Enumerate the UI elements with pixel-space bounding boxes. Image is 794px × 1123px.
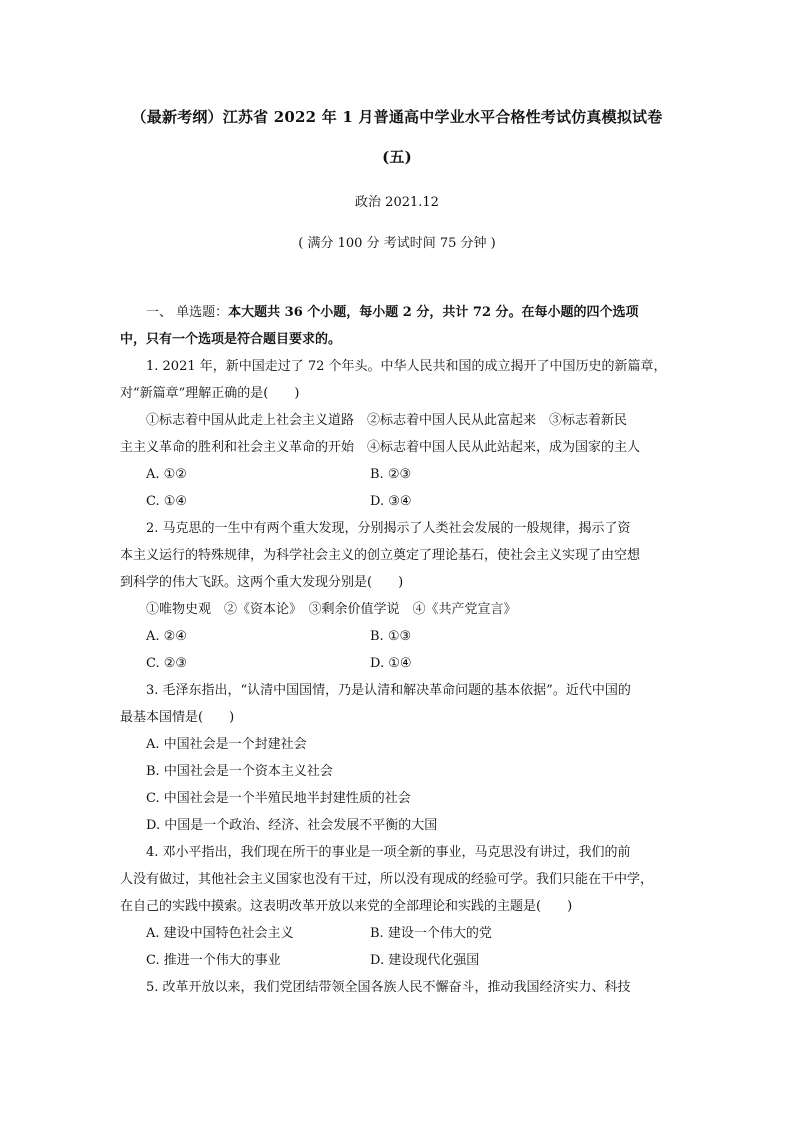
question-line: 1. 2021 年，新中国走过了 72 个年头。中华人民共和国的成立揭开了中国历史的新篇章， [146,359,667,374]
exam-body [120,303,680,1005]
question-line: 对“新篇章”理解正确的是( ) [120,386,300,401]
question-line: 本主义运行的特殊规律，为科学社会主义的创立奠定了理论基石，使社会主义实现了由空想 [120,548,641,563]
option-b[interactable]: B. ②③ [370,467,412,482]
question-line: 最基本国情是( ) [120,710,235,725]
option-a[interactable]: A. ①② [146,467,187,482]
option-c[interactable]: C. ②③ [146,656,188,671]
question-1 [120,357,680,519]
option-d[interactable]: D. ①④ [370,656,412,671]
option-b[interactable]: B. ①③ [370,629,412,644]
option-d[interactable]: D. 建设现代化强国 [370,953,480,968]
option-c[interactable]: C. 推进一个伟大的事业 [146,953,281,968]
exam-title-line2: (五) [382,148,412,166]
option-row [120,492,680,519]
option-a[interactable]: A. 建设中国特色社会主义 [146,926,294,941]
section-intro [120,303,680,330]
question-line: 到科学的伟大飞跃。这两个重大发现分别是( ) [120,575,404,590]
option-row [120,924,680,951]
option-c[interactable]: C. ①④ [146,494,188,509]
question-line: 人没有做过，其他社会主义国家也没有干过，所以没有现成的经验可学。我们只能在干中学， [120,872,654,887]
section-intro-text: 本大题共 36 个小题，每小题 2 分，共计 72 分。在每小题的 [228,305,587,320]
question-3 [120,681,680,843]
question-line: 2. 马克思的一生中有两个重大发现，分别揭示了人类社会发展的一般规律，揭示了资 [146,521,631,536]
option-row [120,627,680,654]
question-line: 5. 改革开放以来，我们党团结带领全国各族人民不懈奋斗，推动我国经济实力、科技 [146,980,631,995]
option-c[interactable]: C. 中国社会是一个半殖民地半封建性质的社会 [146,791,411,806]
question-line: ①标志着中国从此走上社会主义道路 ②标志着中国人民从此富起来 ③标志着新民 [146,413,628,428]
question-line: 主主义革命的胜利和社会主义革命的开始 ④标志着中国人民从此站起来，成为国家的主人 [120,440,641,455]
question-line: ①唯物史观 ②《资本论》 ③剩余价值学说 ④《共产党宣言》 [146,602,517,617]
question-line: 3. 毛泽东指出，“认清中国国情，乃是认清和解决革命问题的基本依据”。近代中国的 [146,683,631,698]
question-line: 在自己的实践中摸索。这表明改革开放以来党的全部理论和实践的主题是( ) [120,899,573,914]
option-a[interactable]: A. 中国社会是一个封建社会 [146,737,307,752]
option-d[interactable]: D. 中国是一个政治、经济、社会发展不平衡的大国 [146,818,438,833]
question-5 [120,978,680,1005]
option-b[interactable]: B. 中国社会是一个资本主义社会 [146,764,333,779]
option-row [120,465,680,492]
question-line: 4. 邓小平指出，我们现在所干的事业是一项全新的事业，马克思没有讲过，我们的前 [146,845,631,860]
option-row [120,951,680,978]
option-b[interactable]: B. 建设一个伟大的党 [370,926,492,941]
section-intro-line2: 中，只有一个选项是符合题目要求的。 [120,332,342,347]
question-2 [120,519,680,681]
section-intro-bold: 四个选项 [586,305,639,320]
option-row [120,654,680,681]
exam-title-line1: （最新考纲）江苏省 2022 年 1 月普通高中学业水平合格性考试仿真模拟试卷 [131,108,663,126]
question-4 [120,843,680,978]
section-prefix: 一、 单选题： [146,305,229,320]
subject-date: 政治 2021.12 [355,195,439,210]
option-a[interactable]: A. ②④ [146,629,187,644]
option-d[interactable]: D. ③④ [370,494,412,509]
exam-info: ( 满分 100 分 考试时间 75 分钟 ) [298,236,496,251]
